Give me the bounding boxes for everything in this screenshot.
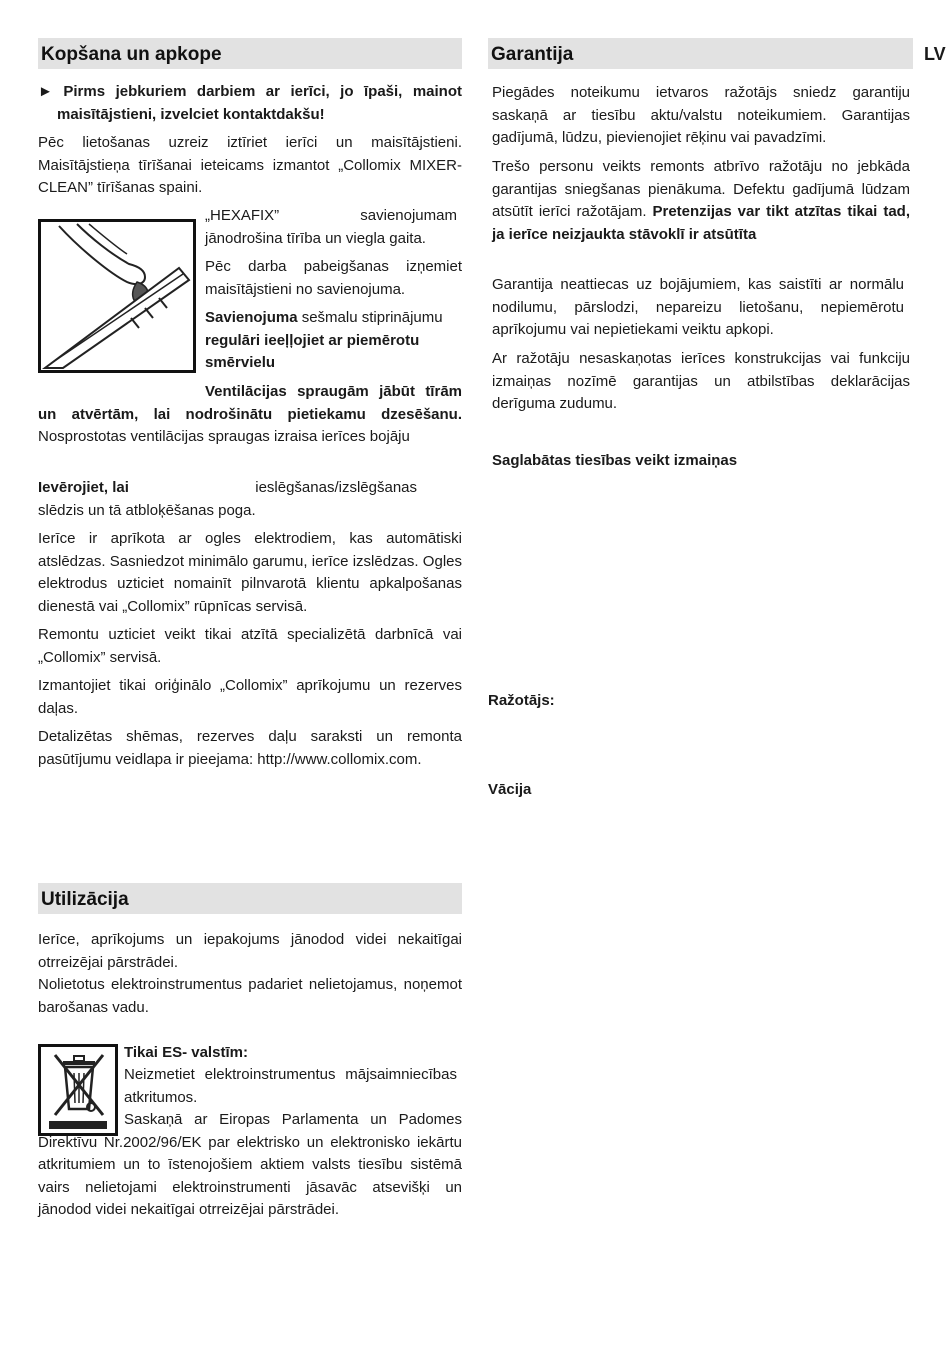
warranty-paragraph-1: Piegādes noteikumu ietvaros ražotājs sniedz garantiju saskaņā ar tiesību aktu/valstu noteikumiem. Garantijas gadījumā, lūdzu, pievienojiet rēķinu vai pavadzīmi. xyxy=(492,84,910,146)
language-tag: LV xyxy=(924,44,946,64)
care-parts-paragraph: Izmantojiet tikai oriģinālo „Collomix” aprīkojumu un rezerves daļas. xyxy=(38,677,462,717)
warning-line-2: maisītājstieni, izvelciet kontaktdakšu! xyxy=(57,105,325,123)
warranty-paragraph-4: Ar ražotāju nesaskaņotas ierīces konstrukcijas vai funkciju izmaiņas nozīmē garantijas un atbilstības deklarācijas derīguma zudumu. xyxy=(492,350,910,412)
care-remove-paragraph: Pēc darba pabeigšanas izņemiet maisītājstieni no savienojuma. xyxy=(205,258,462,298)
lubrication-bold-end: regulāri ieeļļojiet ar piemērotu smērvielu xyxy=(205,331,420,371)
eu-household-waste: Neizmetiet elektroinstrumentus mājsaimniecības atkritumos. xyxy=(124,1066,457,1106)
warranty-section-header: Garantija xyxy=(488,38,913,69)
lubrication-illustration xyxy=(38,219,196,373)
warning-arrow-icon: ► xyxy=(38,83,53,100)
reserve-rights-note: Saglabātas tiesības veikt izmaiņas xyxy=(492,452,738,469)
care-carbon-paragraph: Ierīce ir aprīkota ar ogles elektrodiem, kas automātiski atslēdzas. Sasniedzot minimālo garumu, ierīce izslēdzas. Ogles elektrodus uzticiet nomainīt pilnvarotā klientu apkalpošanas dienestā vai „Collomix” rūpnīcas servisā. xyxy=(38,530,462,615)
manufacturer-country: Vācija xyxy=(488,781,532,798)
disposal-section-header: Utilizācija xyxy=(38,883,462,914)
care-repair-paragraph: Remontu uzticiet veikt tikai atzītā specializētā darbnīcā vai „Collomix” servisā. xyxy=(38,626,462,666)
care-switch-paragraph xyxy=(38,477,458,522)
warranty-paragraph-3: Garantija neattiecas uz bojājumiem, kas saistīti ar normālu nodilumu, pārslodzi, nepareizu lietošanu, nepiemērotu aprīkojumu vai nepietiekami veiktu apkopi. xyxy=(492,276,904,338)
hand-grease-shaft-icon xyxy=(41,222,193,370)
care-lubrication-paragraph xyxy=(205,307,462,375)
lubrication-mid: sešmalu stiprinājumu xyxy=(297,309,443,326)
warranty-p2-bold: Pretenzijas var tikt atzītas tikai tad, ja ierīce neizjaukta stāvoklī ir atsūtīta xyxy=(492,203,910,243)
warranty-p2-text: Trešo personu veikts remonts atbrīvo ražotāju no jebkāda garantijas sniegšanas pienākuma. Defektu gadījumā lūdzam atsūtīt ierīci ražotājam. xyxy=(492,158,910,220)
eu-directive-paragraph: Saskaņā ar Eiropas Parlamenta un Padomes Direktīvu Nr.2002/96/EK par elektrisko un elektronisko iekārtu atkritumiem un to īstenojošiem aktiem valsts tiesību sistēmā vairs nelietojami elektroinstrumenti jāsavāc atsevišķi un jānodod videi nekaitīgai otrreizējai pārstrādei. xyxy=(38,1111,462,1218)
warranty-paragraph-2 xyxy=(492,156,910,246)
care-schemes-paragraph: Detalizētas shēmas, rezerves daļu saraksti un remonta pasūtījumu veidlapa ir pieejama: http://www.collomix.com. xyxy=(38,728,462,768)
switch-bold: Ievērojiet, lai xyxy=(38,479,129,496)
disposal-paragraph-1: Ierīce, aprīkojums un iepakojums jānodod videi nekaitīgai otrreizējai pārstrādei. xyxy=(38,931,462,971)
manufacturer-label: Ražotājs: xyxy=(488,692,555,709)
ventilation-rest: Nosprostotas ventilācijas spraugas izraisa ierīces bojāju xyxy=(38,428,410,445)
switch-rest: ieslēgšanas/izslēgšanas slēdzis un tā atbloķēšanas poga. xyxy=(38,479,417,519)
ventilation-bold: Ventilācijas spraugām jābūt tīrām un atvērtām, lai nodrošinātu pietiekamu dzesēšanu. xyxy=(38,383,462,423)
lubrication-bold-start: Savienojuma xyxy=(205,309,298,326)
care-section-header: Kopšana un apkope xyxy=(38,38,462,69)
eu-only-heading: Tikai ES- valstīm: xyxy=(124,1044,248,1061)
care-cleaning-paragraph: Pēc lietošanas uzreiz iztīriet ierīci un maisītājstieni. Maisītājstieņa tīrīšanai ieteicams izmantot „Collomix MIXER-CLEAN” tīrīšanas spaini. xyxy=(38,134,462,196)
care-ventilation-paragraph xyxy=(38,381,462,449)
care-warning xyxy=(38,81,462,126)
care-hexafix-paragraph: „HEXAFIX” savienojumam jānodrošina tīrība un viegla gaita. xyxy=(205,207,457,247)
warning-line-1: Pirms jebkuriem darbiem ar ierīci, jo īpaši, mainot xyxy=(63,83,463,100)
disposal-paragraph-2: Nolietotus elektroinstrumentus padariet nelietojamus, noņemot barošanas vadu. xyxy=(38,976,462,1016)
